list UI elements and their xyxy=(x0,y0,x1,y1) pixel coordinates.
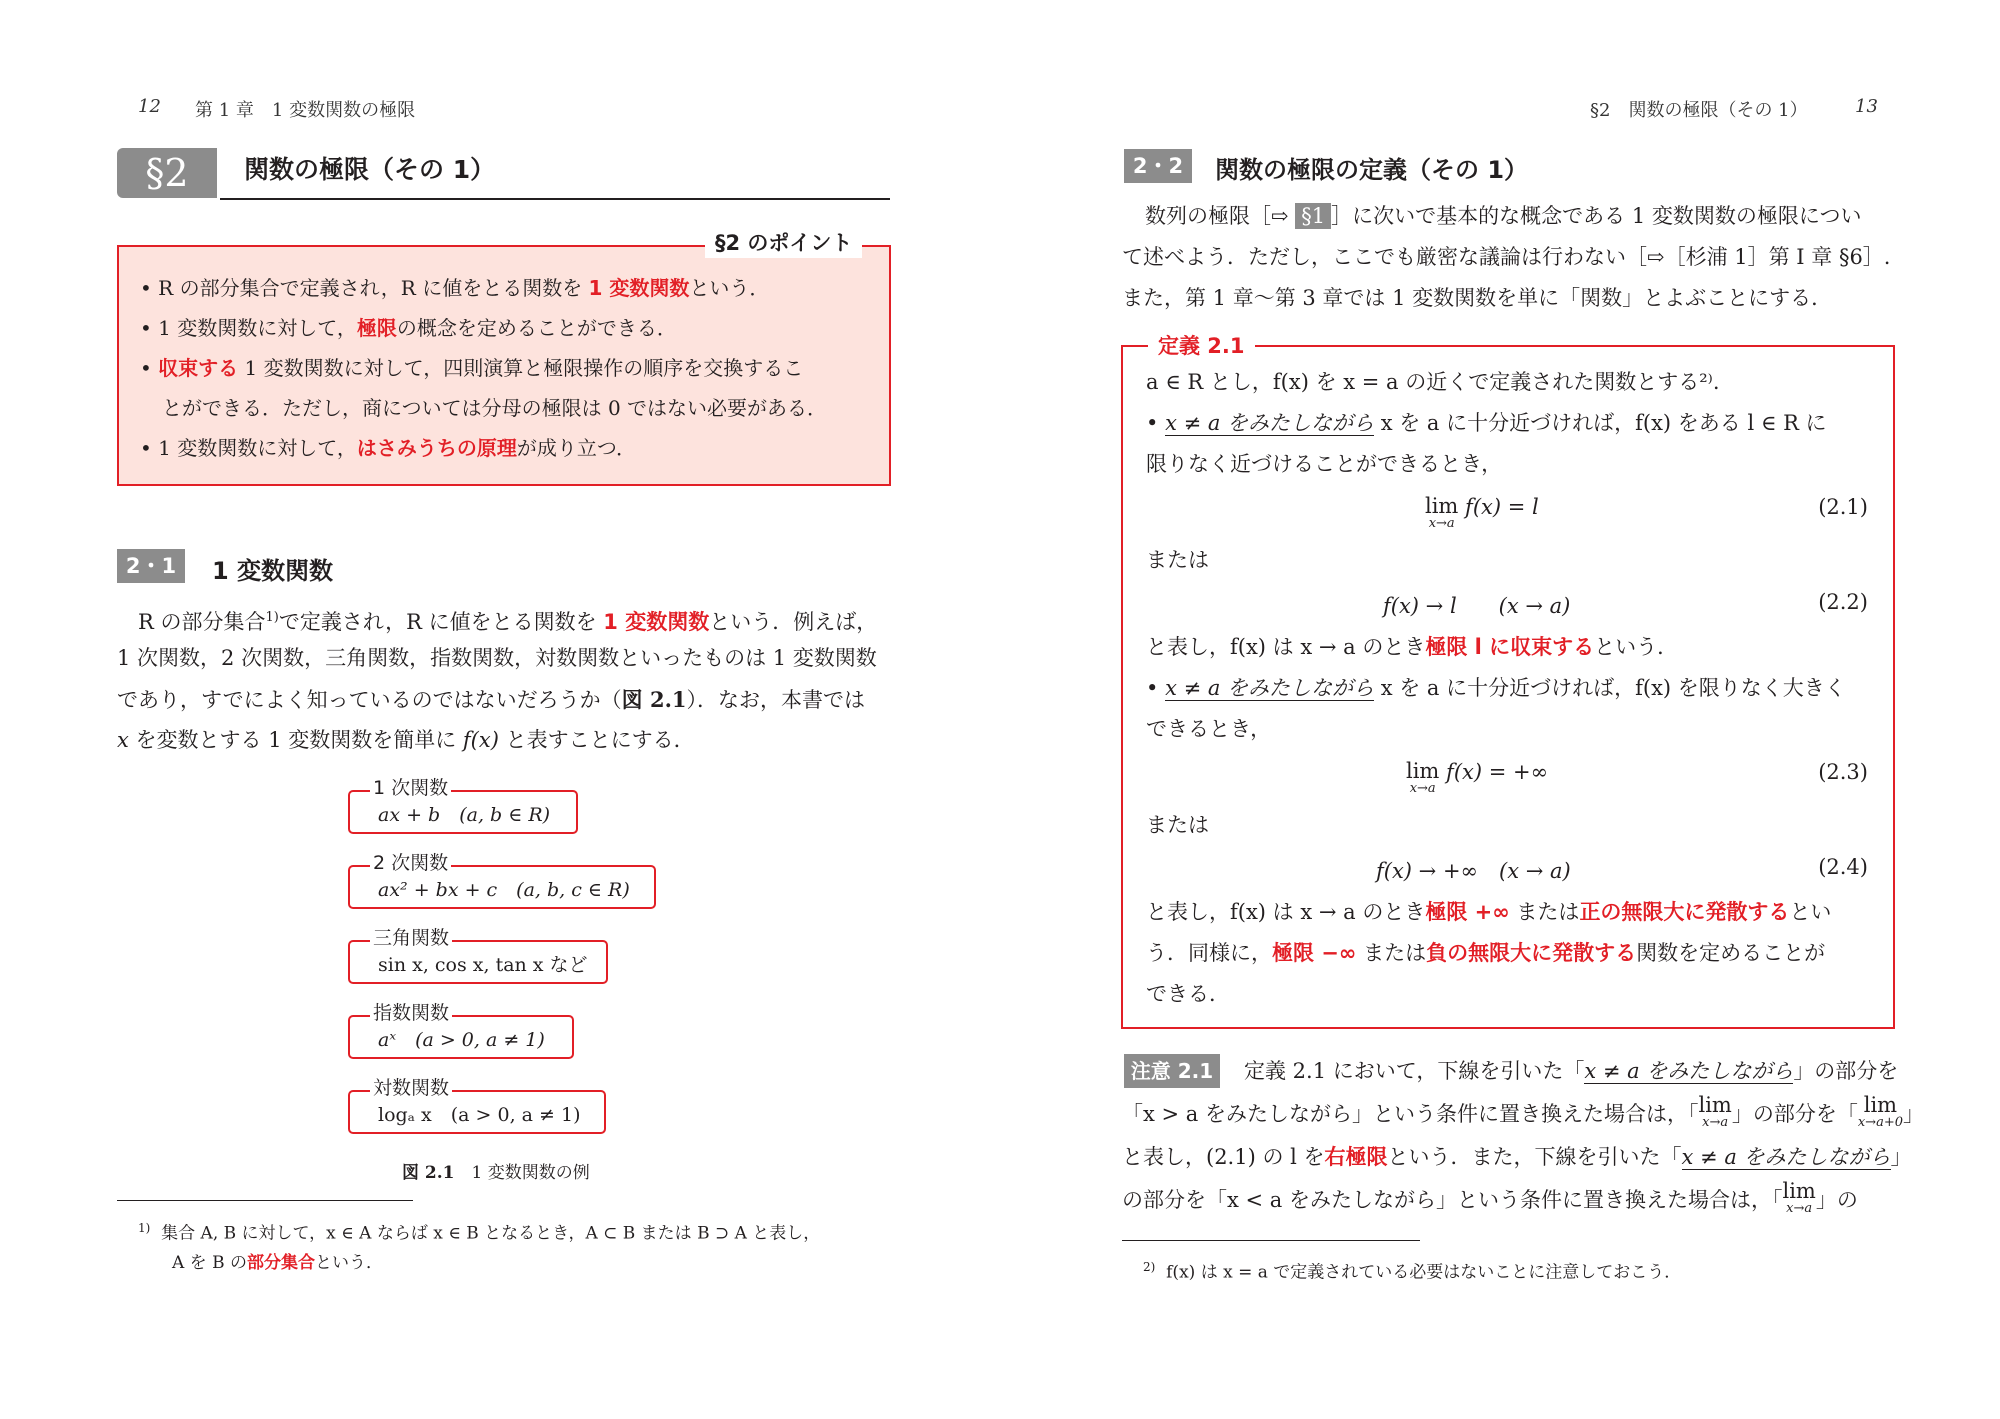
equation-number: (2.1) xyxy=(1818,495,1868,519)
figure-box-logarithmic: 対数関数 logₐ x (a > 0, a ≠ 1) xyxy=(348,1090,606,1134)
point-item: • 1 変数関数に対して，はさみうちの原理が成り立つ． xyxy=(140,436,637,460)
def-line: または xyxy=(1146,813,1209,837)
def-bullet: • x ≠ a をみたしながら x を a に十分近づければ，f(x) をある l ∈ R に xyxy=(1146,411,1827,435)
left-page-number: 12 xyxy=(138,96,161,117)
body-line: x を変数とする 1 変数関数を簡単に f(x) と表すことにする． xyxy=(117,728,695,752)
note-badge: 注意 2.1 xyxy=(1124,1054,1220,1088)
figure-box-exponential: 指数関数 aˣ (a > 0, a ≠ 1) xyxy=(348,1015,574,1059)
equation-2-3: lim x→a f(x) = +∞ xyxy=(1406,759,1549,796)
footnote: $^{2)}$ f(x) は x = a で定義されている必要はないことに注意しておこう． xyxy=(1143,1260,1682,1283)
footnote: $^{1)}$ 集合 A, B に対して，x ∈ A ならば x ∈ B となるとき，A ⊂ B または B ⊃ A と表し， xyxy=(138,1221,821,1244)
left-running-head: 第 1 章 1 変数関数の極限 xyxy=(195,100,416,121)
section-title: 関数の極限（その 1） xyxy=(244,155,496,184)
body-line: 1 次関数，2 次関数，三角関数，指数関数，対数関数といったものは 1 変数関数 xyxy=(117,646,877,670)
equation-2-1: lim x→a f(x) = l xyxy=(1425,494,1539,531)
note-line: 定義 2.1 において，下線を引いた「x ≠ a をみたしながら」の部分を xyxy=(1244,1059,1899,1083)
figure-box-trigonometric: 三角関数 sin x, cos x, tan x など xyxy=(348,940,608,984)
footnote-rule xyxy=(117,1200,413,1201)
figure-box-linear: 1 次関数 ax + b (a, b ∈ R) xyxy=(348,790,578,834)
def-line: または xyxy=(1146,548,1209,572)
section-ref-badge[interactable]: §1 xyxy=(1295,203,1331,229)
def-line: 限りなく近づけることができるとき， xyxy=(1146,452,1503,476)
note-line: の部分を「x < a をみたしながら」という条件に置き換えた場合は，「lim x→a 」の xyxy=(1122,1179,1858,1216)
equation-2-4: f(x) → +∞ (x → a) xyxy=(1376,859,1571,883)
def-line: と表し，f(x) は x → a のとき極限 l に収束するという． xyxy=(1146,635,1679,659)
equation-2-2: f(x) → l (x → a) xyxy=(1383,594,1571,618)
subsection-title: 関数の極限の定義（その 1） xyxy=(1215,156,1529,184)
point-item: • 収束する 1 変数関数に対して，四則演算と極限操作の順序を交換するこ xyxy=(140,356,804,380)
points-title: §2 のポイント xyxy=(705,228,862,258)
body-line: R の部分集合$^{1)}$で定義され，R に値をとる関数を 1 変数関数という．例えば， xyxy=(138,610,878,634)
def-line: と表し，f(x) は x → a のとき極限 +∞ または正の無限大に発散するとい xyxy=(1146,900,1832,924)
subsection-badge: 2・2 xyxy=(1124,149,1192,183)
equation-number: (2.3) xyxy=(1818,760,1868,784)
right-page-number: 13 xyxy=(1855,96,1878,117)
def-line: う．同様に，極限 −∞ または負の無限大に発散する関数を定めることが xyxy=(1146,941,1826,965)
point-item: • 1 変数関数に対して，極限の概念を定めることができる． xyxy=(140,316,677,340)
equation-number: (2.4) xyxy=(1818,855,1868,879)
def-line: できるとき， xyxy=(1146,717,1272,741)
note-line: と表し，(2.1) の l を右極限という．また，下線を引いた「x ≠ a をみたしながら」 xyxy=(1122,1145,1912,1169)
intro-line: て述べよう．ただし，ここでも厳密な議論は行わない［⇨［杉浦 1］第 I 章 §6］. xyxy=(1122,245,1891,269)
figure-caption: 図 2.1 1 変数関数の例 xyxy=(402,1163,590,1183)
intro-line: 数列の極限［⇨ §1 ］に次いで基本的な概念である 1 変数関数の極限につい xyxy=(1145,204,1862,228)
def-line: できる． xyxy=(1146,982,1230,1006)
equation-number: (2.2) xyxy=(1818,590,1868,614)
section-tab: §2 xyxy=(117,148,217,198)
point-item-continued: とができる．ただし，商については分母の極限は 0 ではない必要がある． xyxy=(162,396,828,420)
subsection-badge: 2・1 xyxy=(117,549,185,583)
footnote-rule xyxy=(1122,1240,1420,1241)
intro-line: また，第 1 章〜第 3 章では 1 変数関数を単に「関数」とよぶことにする． xyxy=(1122,286,1833,310)
figure-box-quadratic: 2 次関数 ax² + bx + c (a, b, c ∈ R) xyxy=(348,865,656,909)
section-rule xyxy=(220,198,890,200)
def-bullet: • x ≠ a をみたしながら x を a に十分近づければ，f(x) を限りなく大きく xyxy=(1146,676,1846,700)
subsection-title: 1 変数関数 xyxy=(212,557,334,585)
body-line: であり，すでによく知っているのではないだろうか（図 2.1）．なお，本書では xyxy=(117,687,865,712)
note-line: 「x > a をみたしながら」という条件に置き換えた場合は，「lim x→a 」の部分を「 lim x→a+0 」 xyxy=(1122,1093,1924,1130)
right-running-head: §2 関数の極限（その 1） xyxy=(1590,100,1808,121)
definition-title: 定義 2.1 xyxy=(1148,333,1255,359)
def-line: a ∈ R とし，f(x) を x = a の近くで定義された関数とする²⁾. xyxy=(1146,370,1720,394)
point-item: • R の部分集合で定義され，R に値をとる関数を 1 変数関数という． xyxy=(140,276,770,300)
footnote-continued: A を B の部分集合という． xyxy=(172,1253,383,1273)
